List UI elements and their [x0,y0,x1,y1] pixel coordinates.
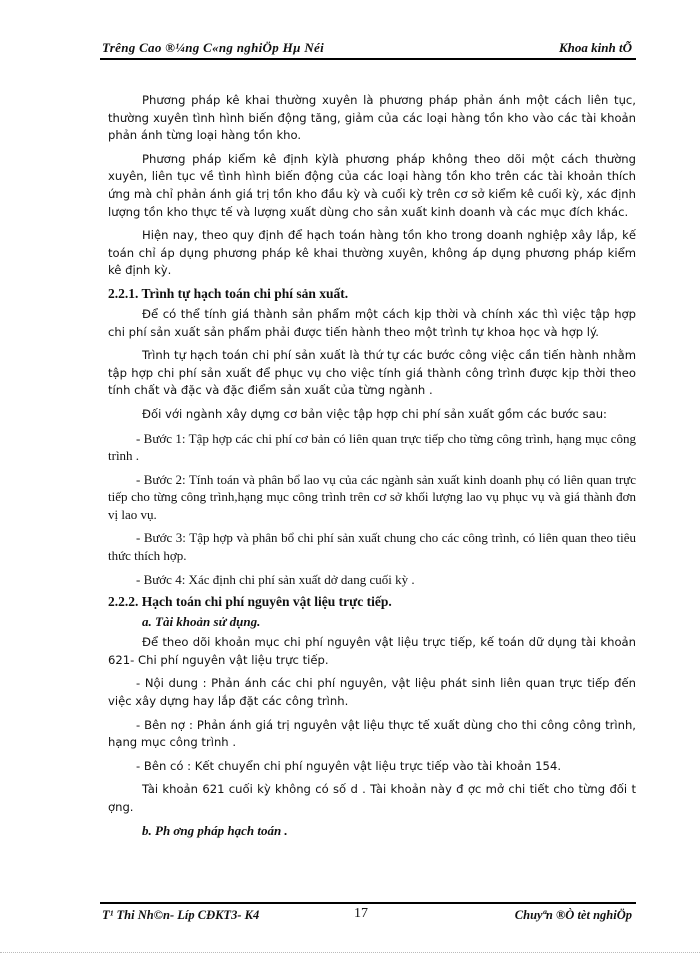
paragraph: Để có thể tính giá thành sản phẩm một cách kịp thời và chính xác thì việc tập hợp chi phí sản xuất sản phẩm phải được tiến hành theo một trình tự khoa học và hợp lý. [108,306,636,339]
document-body [108,92,636,843]
section-heading: 2.2.1. Trình tự hạch toán chi phí sản xuất. [108,285,349,301]
footer-author: T¹ Thi Nh©n- Líp CĐKT3- K4 [102,908,260,922]
footer-title: Chuyªn ®Ò tèt nghiÖp [514,908,632,922]
paragraph: Đối với ngành xây dựng cơ bản việc tập hợp chi phí sản xuất gồm các bước sau: [142,406,607,421]
paragraph: Phương pháp kiểm kê định kỳlà phương pháp không theo dõi một cách thường xuyên, liên tục về tình hình biến động của các loại hàng tồn kho trên các tài khoản thích ứng mà chỉ phản ánh giá trị tồn kho đầu kỳ và cuối kỳ trên cơ sở kiểm kê cuối kỳ, xác định lượng tồn kho thực tế và lượng xuất dùng cho sản xuất kinh doanh và các mục đích khác. [108,151,636,219]
paragraph: Để theo dõi khoản mục chi phí nguyên vật liệu trực tiếp, kế toán dữ dụng tài khoản 621- Chi phí nguyên vật liệu trực tiếp. [108,635,636,667]
list-item: - Bên nợ : Phản ánh giá trị nguyên vật liệu thực tế xuất dùng cho thi công công trình, hạng mục công trình . [108,717,636,750]
page-divider [0,952,700,953]
paragraph: Phương pháp kê khai thường xuyên là phương pháp phản ánh một cách liên tục, thường xuyên tình hình biến động tăng, giảm của các loại hàng tồn kho vào các tài khoản phản ánh từng loại hàng tồn kho. [108,93,636,143]
page-header [100,40,636,60]
step-item: - Bước 3: Tập hợp và phân bổ chi phí sản xuất chung cho các công trình, có liên quan theo tiêu thức thích hợp. [108,530,636,564]
step-item: - Bước 4: Xác định chi phí sản xuất dở dang cuối kỳ . [136,571,415,587]
paragraph: Trình tự hạch toán chi phí sản xuất là thứ tự các bước công việc cần tiến hành nhằm tập hợp chi phí sản xuất để phục vụ cho việc tính giá thành công trình được kịp thời theo tính chất và đặc và đặc điểm sản xuất của từng ngành . [108,348,636,398]
page-footer [100,902,636,928]
step-item: - Bước 2: Tính toán và phân bổ lao vụ của các ngành sản xuất kinh doanh phụ có liên quan trực tiếp cho từng công trình,hạng mục công trình trên cơ sở khối lượng lao vụ phục vụ và giá thành đơn vị lao vụ. [108,471,636,522]
subsection-heading: b. Ph ơng pháp hạch toán . [142,822,288,838]
header-faculty: Khoa kinh tÕ [559,40,632,55]
list-item: - Nội dung : Phản ánh các chi phí nguyên, vật liệu phát sinh liên quan trực tiếp đến việc xây dựng hay lắp đặt các công trình. [108,676,636,709]
step-item: - Bước 1: Tập hợp các chi phí cơ bản có liên quan trực tiếp cho từng công trình, hạng mục công trình . [108,430,636,464]
subsection-heading: a. Tài khoản sử dụng. [142,614,261,630]
section-heading: 2.2.2. Hạch toán chi phí nguyên vật liệu trực tiếp. [108,594,392,610]
list-item: - Bên có : Kết chuyển chi phí nguyên vật liệu trực tiếp vào tài khoản 154. [136,758,562,773]
paragraph: Hiện nay, theo quy định để hạch toán hàng tồn kho trong doanh nghiệp xây lắp, kế toán chỉ áp dụng phương pháp kê khai thường xuyên, không áp dụng phương pháp kiểm kê định kỳ. [108,228,636,278]
page-number: 17 [354,906,368,921]
paragraph: Tài khoản 621 cuối kỳ không có số d . Tài khoản này đ ợc mở chi tiết cho từng đối t ợng. [108,782,636,814]
header-school: Trêng Cao ®¼ng C«ng nghiÖp Hµ Néi [102,40,325,55]
